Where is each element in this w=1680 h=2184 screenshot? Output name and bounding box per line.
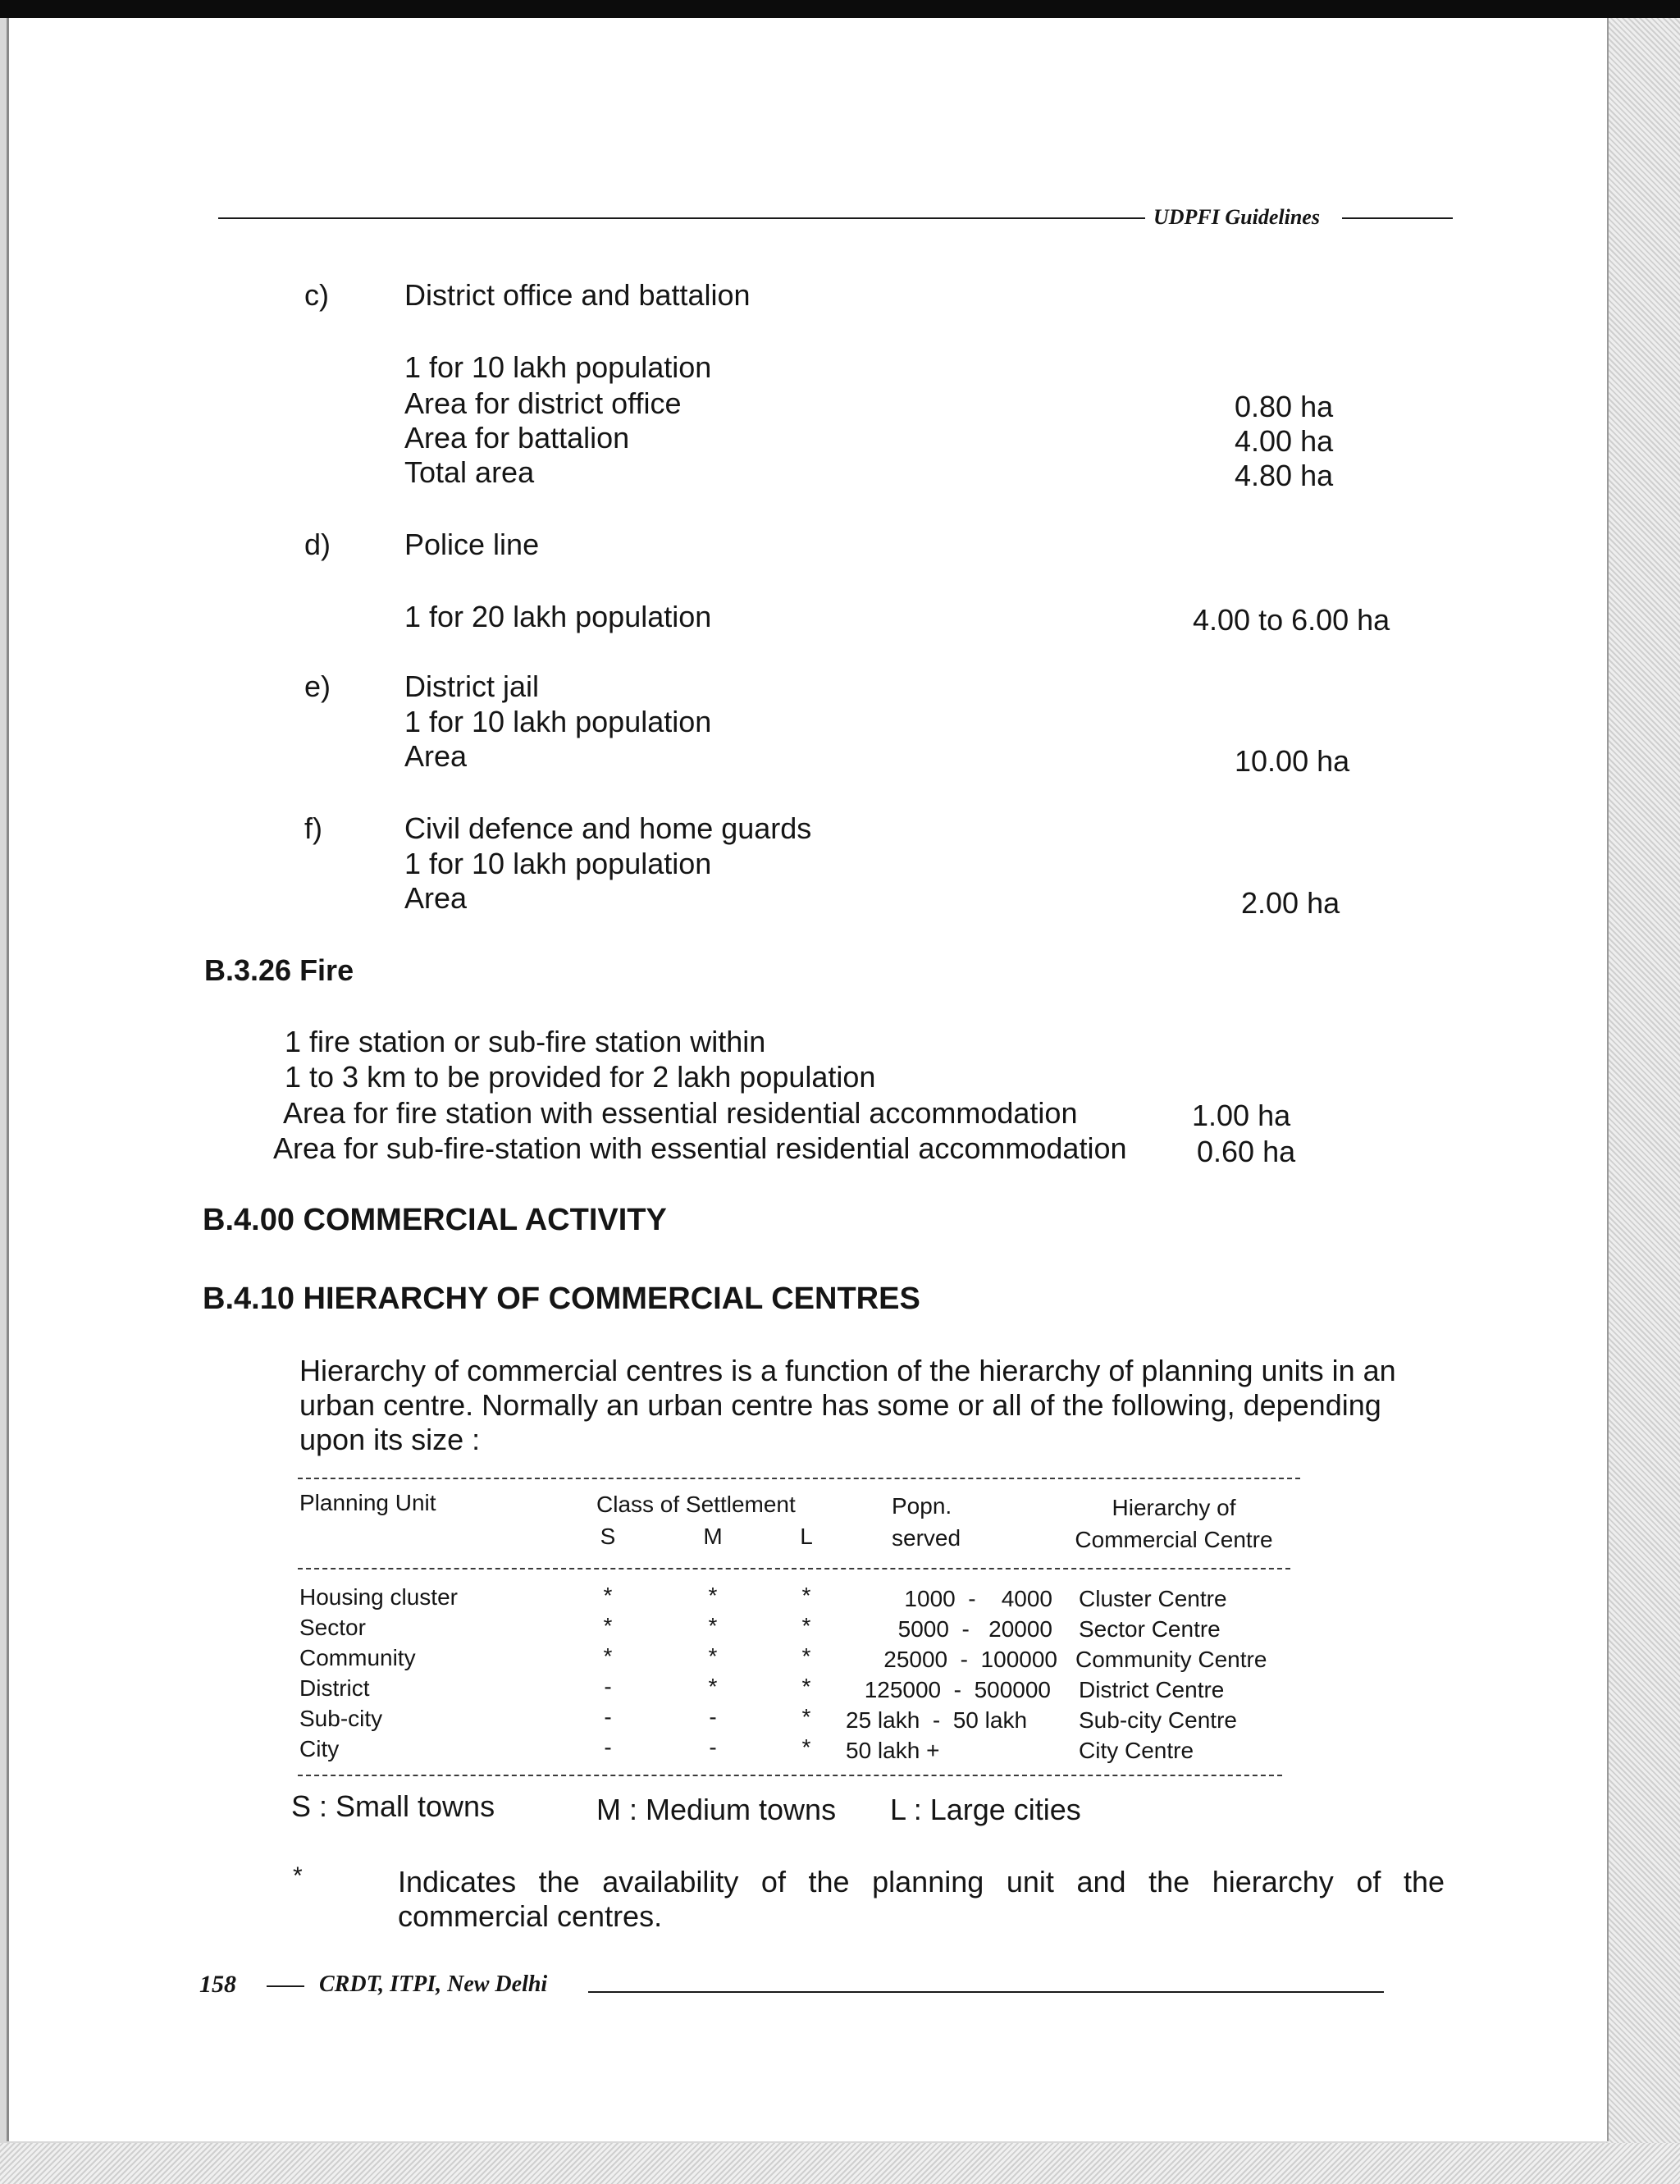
col-header-popn: Popn. — [892, 1493, 952, 1519]
table-cell-l: * — [801, 1583, 811, 1608]
item-e-title: District jail — [404, 669, 540, 703]
table-cell-s: - — [604, 1704, 612, 1729]
table-cell-centre: Cluster Centre — [1079, 1586, 1227, 1611]
footer-rule — [588, 1991, 1384, 1993]
col-header-m: M — [703, 1524, 723, 1549]
item-d-label: d) — [304, 528, 331, 561]
header-rule-left — [218, 217, 1145, 219]
legend-small: S : Small towns — [291, 1789, 495, 1823]
running-head: UDPFI Guidelines — [1153, 205, 1320, 229]
table-cell-m: - — [709, 1734, 717, 1760]
table-cell-popn: 125000 - 500000 — [864, 1677, 1051, 1702]
item-e-value: 10.00 ha — [1235, 744, 1350, 778]
col-header-hierarchy: Hierarchy of — [1112, 1495, 1236, 1520]
fire-row-value: 1.00 ha — [1192, 1099, 1291, 1132]
footer-source: CRDT, ITPI, New Delhi — [319, 1972, 548, 1997]
item-c-title: District office and battalion — [404, 278, 751, 312]
item-f-label: f) — [304, 811, 322, 845]
table-cell-popn: 1000 - 4000 — [904, 1586, 1052, 1611]
item-d-value: 4.00 to 6.00 ha — [1193, 603, 1390, 637]
legend-medium: M : Medium towns — [596, 1793, 837, 1826]
col-header-s: S — [600, 1524, 616, 1549]
table-cell-popn: 25 lakh - 50 lakh — [846, 1707, 1028, 1733]
item-d-population: 1 for 20 lakh population — [404, 600, 712, 633]
table-cell-s: * — [603, 1583, 613, 1608]
table-top-rule — [298, 1478, 1300, 1479]
col-header-popn: served — [892, 1525, 961, 1551]
footer-dash — [267, 1985, 304, 1987]
item-e-population: 1 for 10 lakh population — [404, 705, 712, 738]
col-header-class: Class of Settlement — [596, 1492, 796, 1517]
header-rule-right — [1342, 217, 1453, 219]
table-cell-centre: City Centre — [1079, 1738, 1194, 1763]
table-cell-s: * — [603, 1613, 613, 1638]
table-cell-centre: Community Centre — [1075, 1647, 1267, 1672]
table-cell-unit: Housing cluster — [299, 1584, 458, 1610]
section-heading: B.4.00 COMMERCIAL ACTIVITY — [203, 1203, 667, 1237]
scan-bottom-edge — [0, 2143, 1680, 2184]
col-header-unit: Planning Unit — [299, 1490, 436, 1515]
item-f-area-label: Area — [404, 881, 468, 915]
scan-right-edge — [1606, 18, 1680, 2184]
table-cell-s: - — [604, 1674, 612, 1699]
document-page — [7, 18, 1609, 2141]
note-mark: * — [293, 1862, 303, 1889]
table-cell-s: - — [604, 1734, 612, 1760]
table-cell-popn: 25000 - 100000 — [883, 1647, 1057, 1672]
note-line: Indicates the availability of the planning unit and the hierarchy of the — [398, 1865, 1445, 1898]
item-c-row-label: Area for battalion — [404, 421, 630, 455]
table-cell-m: - — [709, 1704, 717, 1729]
table-cell-l: * — [801, 1734, 811, 1760]
fire-row-label: Area for sub-fire-station with essential residential accommodation — [273, 1131, 1127, 1165]
intro-line: Hierarchy of commercial centres is a function of the hierarchy of planning units in an — [299, 1354, 1396, 1387]
table-cell-unit: Sector — [299, 1615, 366, 1640]
note-line: commercial centres. — [398, 1899, 663, 1933]
fire-line: 1 fire station or sub-fire station within — [285, 1025, 766, 1058]
table-cell-l: * — [801, 1643, 811, 1669]
item-e-label: e) — [304, 669, 331, 703]
col-header-l: L — [800, 1524, 813, 1549]
item-e-area-label: Area — [404, 739, 468, 773]
table-cell-unit: City — [299, 1736, 340, 1761]
table-cell-unit: Community — [299, 1645, 416, 1670]
intro-paragraph — [299, 1354, 1396, 1457]
table-cell-m: * — [708, 1613, 718, 1638]
subsection-heading: B.4.10 HIERARCHY OF COMMERCIAL CENTRES — [203, 1282, 920, 1316]
table-cell-unit: Sub-city — [299, 1706, 383, 1731]
table-cell-centre: Sector Centre — [1079, 1616, 1221, 1642]
item-c-row-value: 0.80 ha — [1235, 390, 1334, 423]
table-cell-l: * — [801, 1613, 811, 1638]
table-cell-centre: District Centre — [1079, 1677, 1225, 1702]
item-c-population: 1 for 10 lakh population — [404, 350, 712, 384]
intro-line: urban centre. Normally an urban centre has some or all of the following, depending — [299, 1388, 1381, 1422]
page-number: 158 — [199, 1971, 236, 1998]
scan-top-shadow — [0, 0, 1680, 18]
table-cell-centre: Sub-city Centre — [1079, 1707, 1237, 1733]
item-f-value: 2.00 ha — [1241, 886, 1340, 920]
item-f-population: 1 for 10 lakh population — [404, 847, 712, 880]
item-c-label: c) — [304, 278, 329, 312]
table-cell-l: * — [801, 1674, 811, 1699]
item-c-row-label: Total area — [404, 455, 535, 489]
item-f-title: Civil defence and home guards — [404, 811, 812, 845]
table-cell-l: * — [801, 1704, 811, 1729]
table-header-rule — [298, 1568, 1290, 1569]
item-c-row-value: 4.80 ha — [1235, 459, 1334, 492]
table-cell-popn: 5000 - 20000 — [897, 1616, 1052, 1642]
legend-large: L : Large cities — [890, 1793, 1081, 1826]
fire-row-value: 0.60 ha — [1197, 1135, 1296, 1168]
item-c-row-label: Area for district office — [404, 386, 682, 420]
table-bottom-rule — [298, 1775, 1282, 1776]
fire-line: 1 to 3 km to be provided for 2 lakh population — [285, 1060, 876, 1094]
item-d-title: Police line — [404, 528, 540, 561]
table-cell-m: * — [708, 1583, 718, 1608]
table-cell-s: * — [603, 1643, 613, 1669]
table-cell-unit: District — [299, 1675, 370, 1701]
table-cell-m: * — [708, 1674, 718, 1699]
table-cell-popn: 50 lakh + — [846, 1738, 940, 1763]
table-cell-m: * — [708, 1643, 718, 1669]
fire-heading: B.3.26 Fire — [204, 953, 354, 987]
col-header-hierarchy: Commercial Centre — [1075, 1527, 1273, 1552]
fire-row-label: Area for fire station with essential residential accommodation — [283, 1096, 1078, 1130]
item-c-row-value: 4.00 ha — [1235, 424, 1334, 458]
intro-line: upon its size : — [299, 1423, 481, 1456]
